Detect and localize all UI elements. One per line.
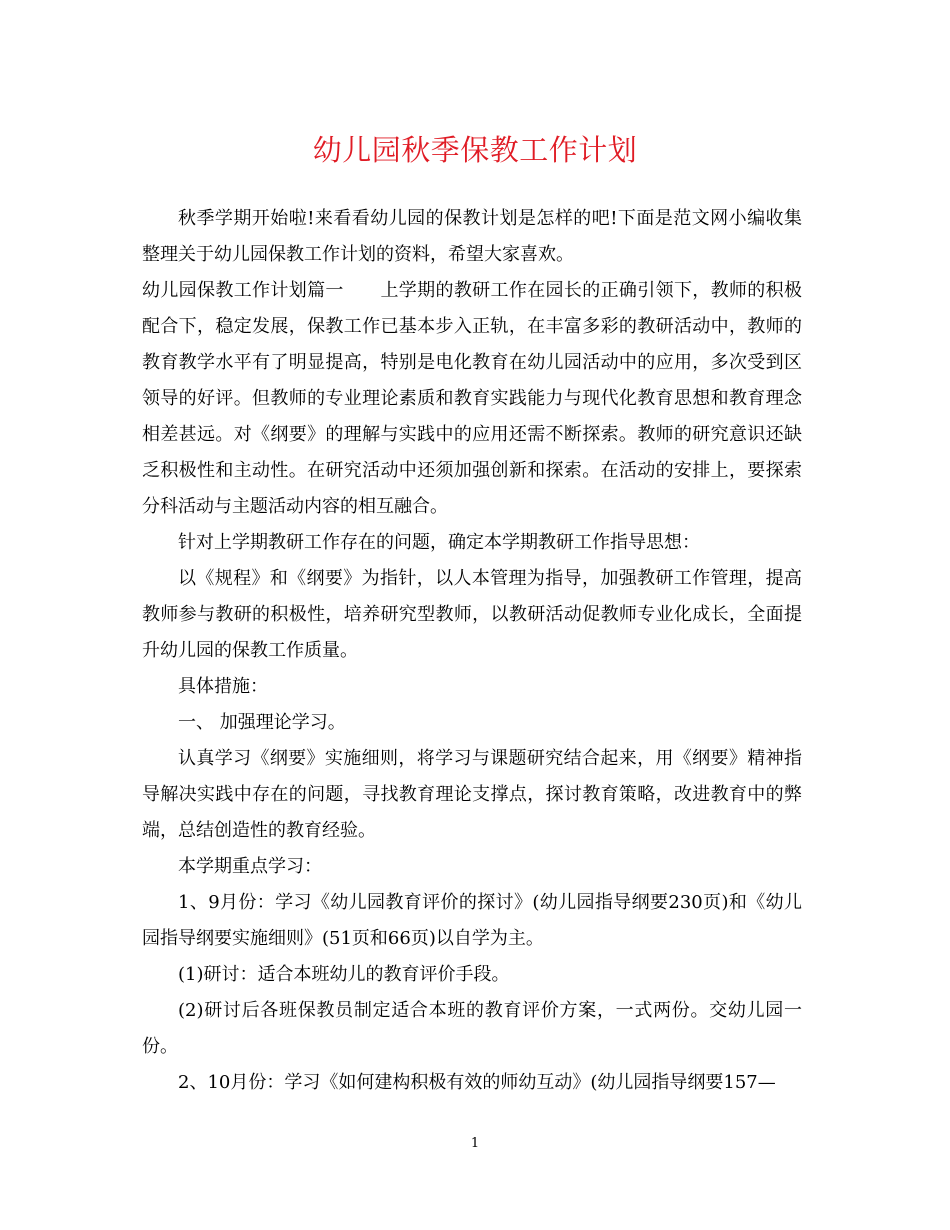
paragraph-guiding-thought: 以《规程》和《纲要》为指针，以人本管理为指导，加强教研工作管理，提高教师参与教研的积极性，培养研究型教师，以教研活动促教师专业化成长，全面提升幼儿园的保教工作质量。: [142, 568, 802, 661]
page-number: 1: [470, 1136, 480, 1151]
paragraph-plan-part-one: 幼儿园保教工作计划篇一 上学期的教研工作在园长的正确引领下，教师的积极配合下，稳定发展，保教工作已基本步入正轨，在丰富多彩的教研活动中，教师的教育教学水平有了明显提高，特别是电化教育在幼儿园活动中的应用，多次受到区领导的好评。但教师的专业理论素质和教育实践能力与现代化教育思想和教育理念相差甚远。对《纲要》的理解与实践中的应用还需不断探索。教师的研究意识还缺乏积极性和主动性。在研究活动中还须加强创新和探索。在活动的安排上，要探索分科活动与主题活动内容的相互融合。: [142, 280, 802, 517]
paragraph-section-one-heading: 一、 加强理论学习。: [178, 712, 346, 733]
document-body: [142, 201, 802, 1101]
paragraph-key-study-heading: 本学期重点学习：: [178, 856, 322, 877]
paragraph-study-item-1: (1)研讨：适合本班幼儿的教育评价手段。: [178, 964, 510, 985]
paragraph-guiding-problem: 针对上学期教研工作存在的问题，确定本学期教研工作指导思想：: [178, 532, 700, 553]
paragraph-theory-study: 认真学习《纲要》实施细则，将学习与课题研究结合起来，用《纲要》精神指导解决实践中存在的问题，寻找教育理论支撑点，探讨教育策略，改进教育中的弊端，总结创造性的教育经验。: [142, 748, 802, 841]
paragraph-intro: 秋季学期开始啦!来看看幼儿园的保教计划是怎样的吧!下面是范文网小编收集整理关于幼儿园保教工作计划的资料，希望大家喜欢。: [142, 208, 802, 265]
paragraph-study-item-2: (2)研讨后各班保教员制定适合本班的教育评价方案，一式两份。交幼儿园一份。: [142, 1000, 802, 1057]
paragraph-september-study: 1、9月份：学习《幼儿园教育评价的探讨》(幼儿园指导纲要230页)和《幼儿园指导纲要实施细则》(51页和66页)以自学为主。: [142, 892, 802, 949]
paragraph-october-study: 2、10月份：学习《如何建构积极有效的师幼互动》(幼儿园指导纲要157—: [178, 1072, 776, 1093]
document-title: 幼儿园秋季保教工作计划: [312, 133, 638, 167]
paragraph-measures-heading: 具体措施：: [178, 676, 268, 697]
